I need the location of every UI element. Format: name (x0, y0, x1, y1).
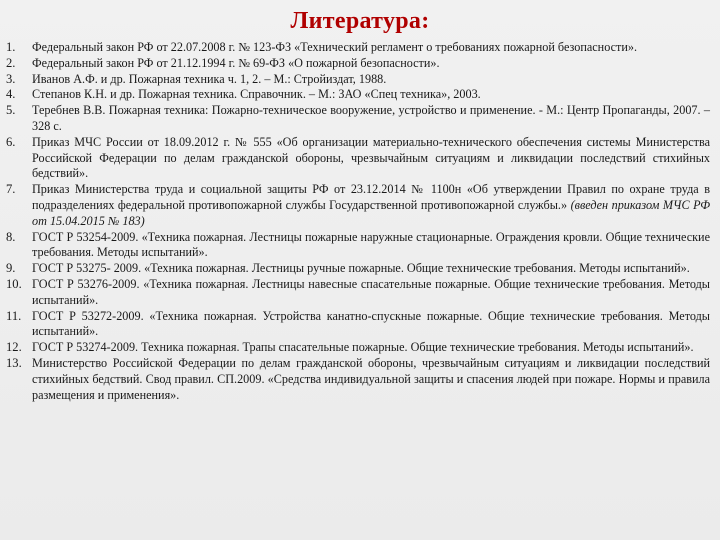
list-item (6, 309, 710, 341)
item-text: Министерство Российской Федерации по делам гражданской обороны, чрезвычайным ситуациям и ликвидации последствий стихийных бедствий. Свод правил. СП.2009. «Средства индивидуальной защиты и спасения людей при пожаре. Нормы и правила размещения и применения». (32, 355, 710, 402)
item-number: 8. (6, 229, 16, 244)
item-text: Иванов А.Ф. и др. Пожарная техника ч. 1, 2. – М.: Стройиздат, 1988. (32, 71, 387, 86)
item-note: (введен приказом МЧС РФ от 15.04.2015 № 183) (32, 197, 710, 228)
list-item (6, 40, 710, 56)
item-text: Федеральный закон РФ от 22.07.2008 г. № 123-ФЗ «Технический регламент о требованиях пожарной безопасности». (32, 40, 637, 54)
reference-list (6, 40, 710, 403)
item-text: ГОСТ Р 53276-2009. «Техника пожарная. Лестницы навесные спасательные пожарные. Общие технические требования. Методы испытаний». (32, 276, 710, 307)
item-number: 12. (6, 340, 22, 355)
item-number: 11. (6, 308, 22, 323)
list-item (6, 72, 710, 88)
item-text: ГОСТ Р 53275- 2009. «Техника пожарная. Лестницы ручные пожарные. Общие технические требования. Методы испытаний». (32, 261, 690, 276)
list-item (6, 230, 710, 262)
item-number: 2. (6, 55, 16, 70)
page-title: Литература: (290, 8, 430, 34)
item-text-wrapper (32, 182, 710, 229)
item-text: Теребнев В.В. Пожарная техника: Пожарно-техническое вооружение, устройство и применение. - М.: Центр Пропаганды, 2007. – 328 с. (32, 103, 710, 133)
item-text: ГОСТ Р 53274-2009. Техника пожарная. Трапы спасательные пожарные. Общие технические требования. Методы испытаний». (32, 340, 694, 355)
item-number: 9. (6, 261, 16, 276)
item-number: 4. (6, 87, 16, 102)
item-text: ГОСТ Р 53272-2009. «Техника пожарная. Устройства канатно-спускные пожарные. Общие технические требования. Методы испытаний». (32, 308, 710, 339)
item-text: Приказ МЧС России от 18.09.2012 г. № 555 «Об организации материально-технического обеспечения системы Министерства Российской Федерации по делам гражданской обороны, чрезвычайным ситуациям и ликвидации последствий стихийных бедствий». (32, 134, 710, 181)
list-item (6, 261, 710, 277)
item-number: 13. (6, 355, 22, 370)
item-number: 3. (6, 71, 16, 86)
list-item (6, 340, 710, 356)
list-item (6, 182, 710, 229)
list-item (6, 56, 710, 72)
item-text: Приказ Министерства труда и социальной защиты РФ от 23.12.2014 № 1100н «Об утверждении Правил по охране труда в подразделениях федеральной противопожарной службы Государственной противопожарной службы.» (32, 182, 710, 212)
list-item (6, 356, 710, 403)
item-number: 10. (6, 276, 22, 291)
list-item (6, 103, 710, 135)
item-text: ГОСТ Р 53254-2009. «Техника пожарная. Лестницы пожарные наружные стационарные. Ограждения кровли. Общие технические требования. Методы испытаний». (32, 229, 710, 260)
item-text: Степанов К.Н. и др. Пожарная техника. Справочник. – М.: ЗАО «Спец техника», 2003. (32, 87, 481, 102)
item-text: Федеральный закон РФ от 21.12.1994 г. № 69-ФЗ «О пожарной безопасности». (32, 55, 440, 70)
item-number: 7. (6, 182, 16, 197)
item-number: 1. (6, 40, 16, 54)
list-item (6, 87, 710, 103)
list-item (6, 135, 710, 182)
item-number: 5. (6, 103, 16, 118)
list-item (6, 277, 710, 309)
item-number: 6. (6, 134, 16, 149)
